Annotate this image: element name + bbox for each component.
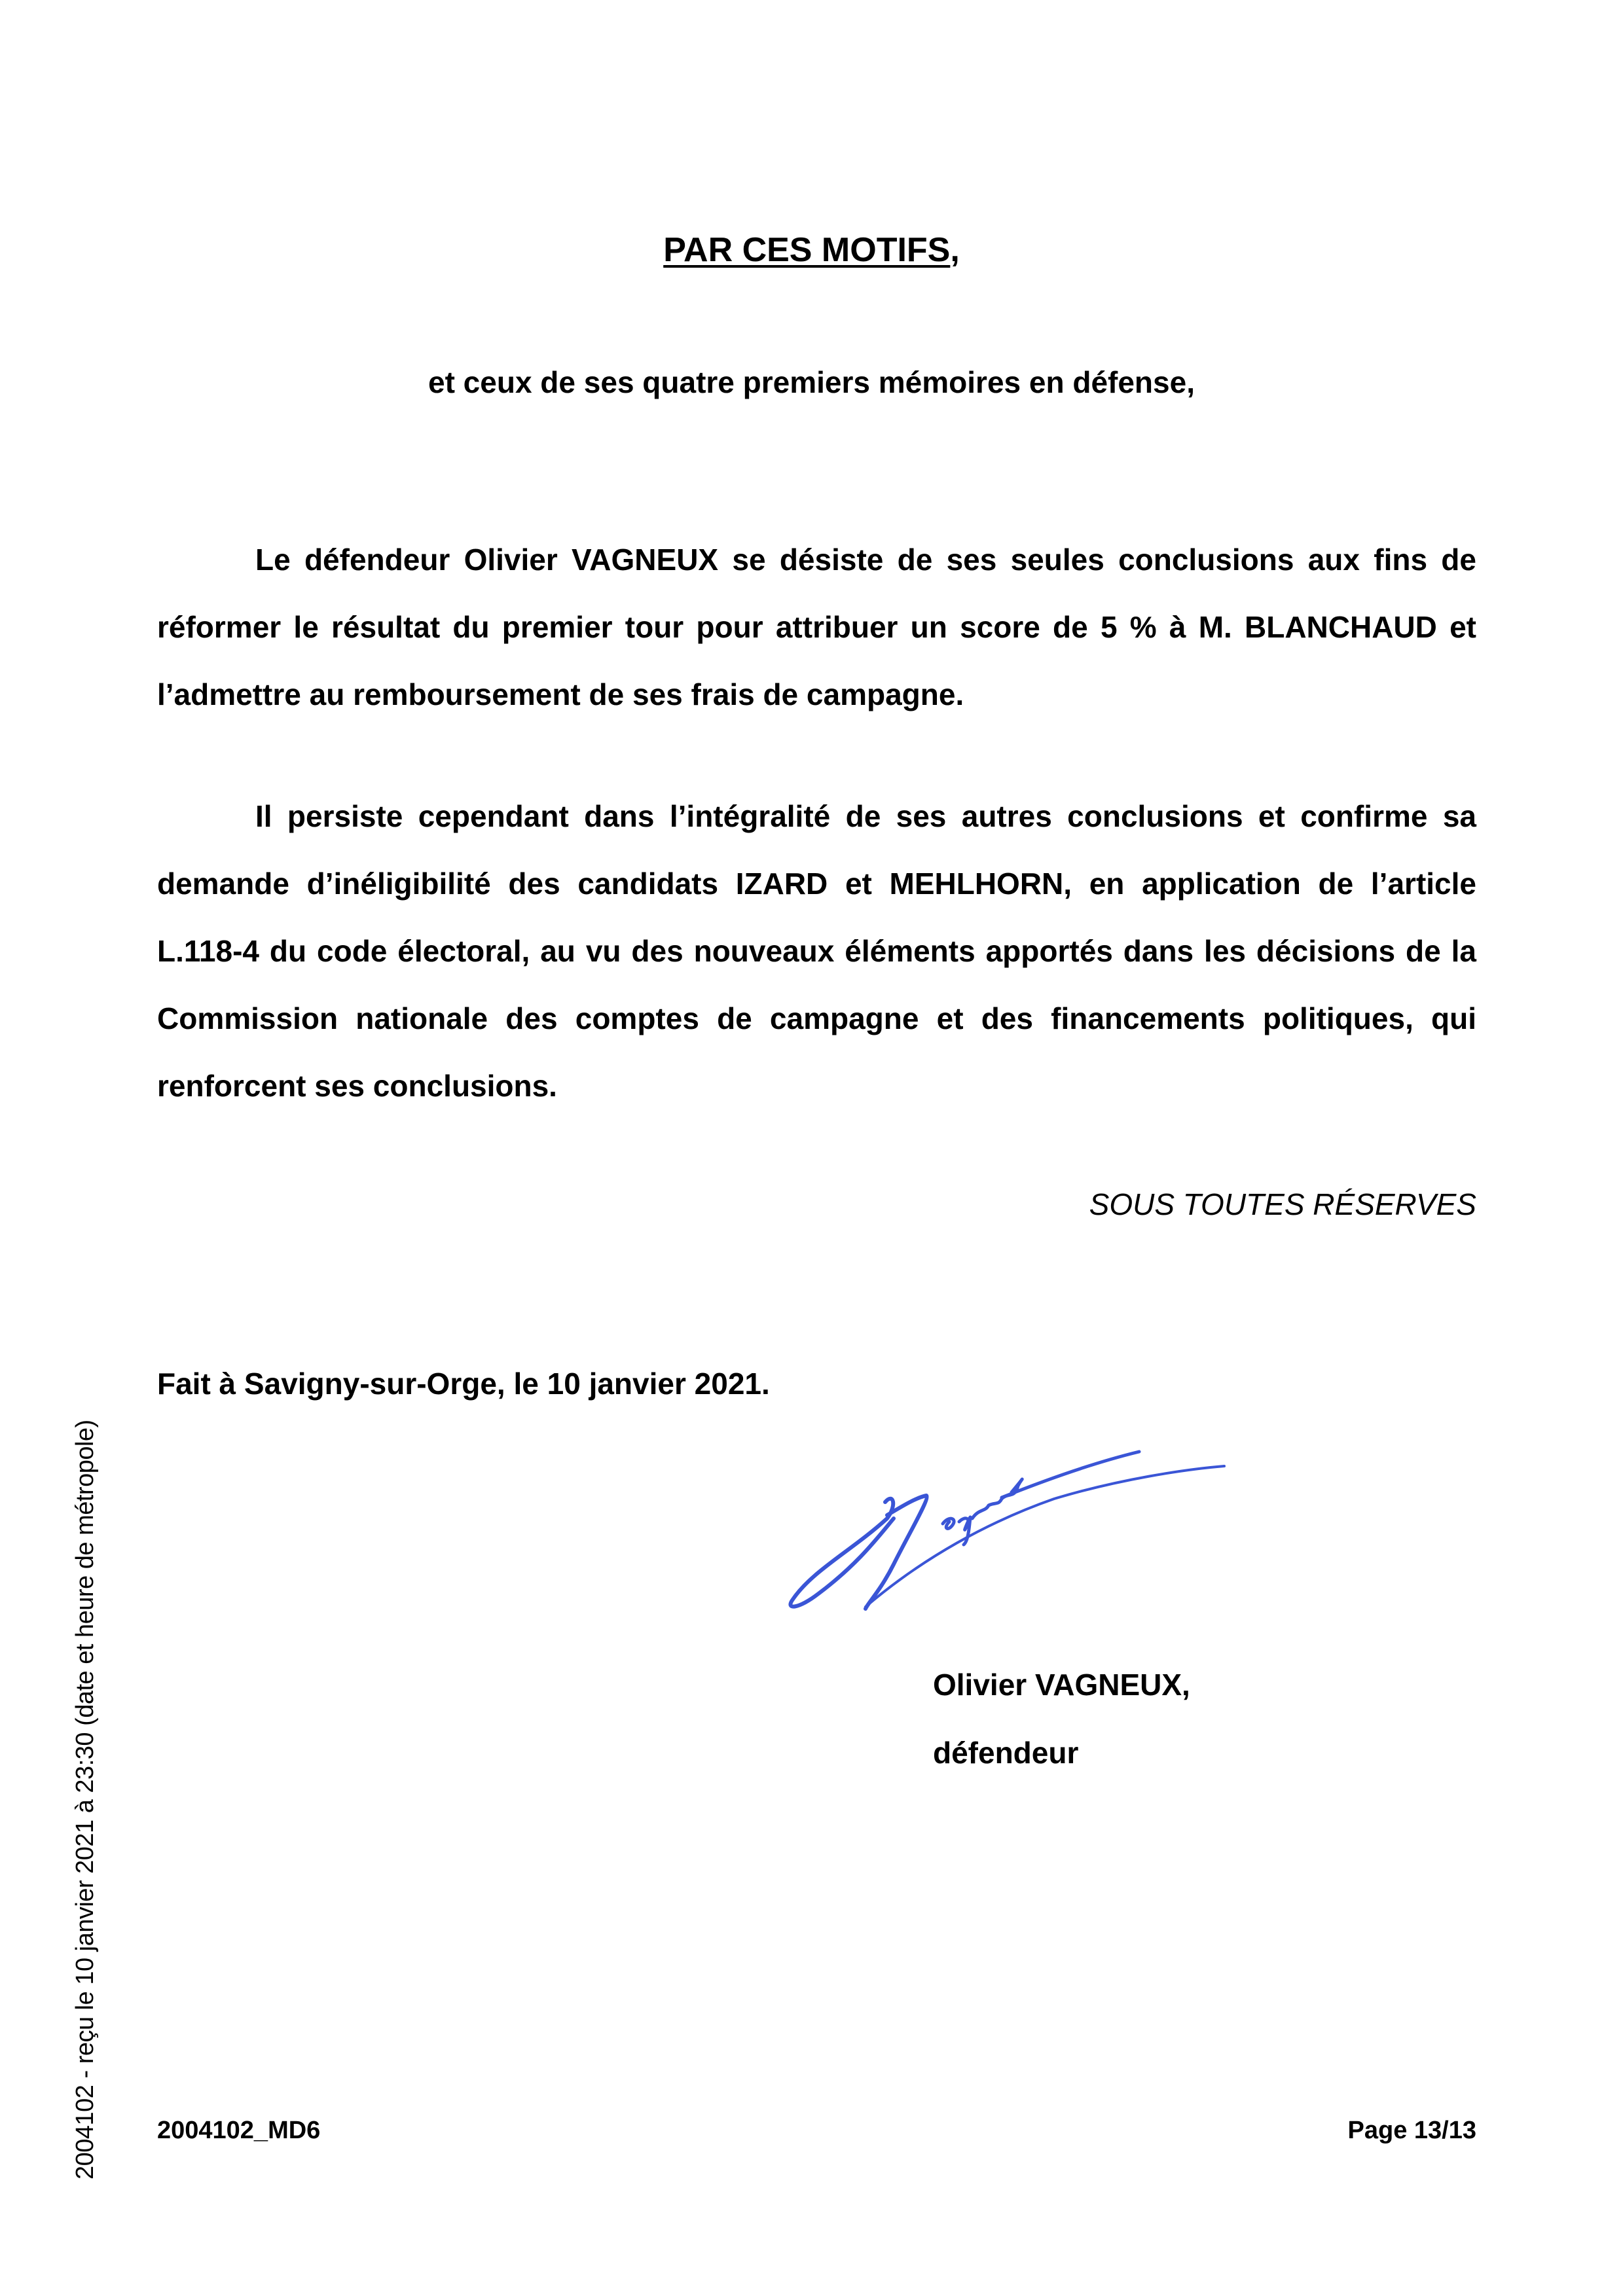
paragraph-persistance: Il persiste cependant dans l’intégralité de ses autres conclusions et confirme sa demande d’inéligibilité des candidats IZARD et MEHLHORN, en application de l’article L.118-4 du code électoral, au vu des nouveaux éléments apportés dans les décisions de la Commission nationale des comptes de campagne et des financements politiques, qui renforcent ses conclusions. xyxy=(157,799,1476,1103)
section-heading xyxy=(0,230,1623,270)
signer-name: Olivier VAGNEUX, xyxy=(933,1668,1190,1702)
signature-stroke-flourish xyxy=(1002,1452,1139,1498)
signature-icon xyxy=(753,1407,1375,1656)
place-and-date: Fait à Savigny-sur-Orge, le 10 janvier 2021. xyxy=(157,1367,770,1401)
signature-stroke-main xyxy=(790,1496,926,1609)
subheading: et ceux de ses quatre premiers mémoires en défense, xyxy=(428,365,1195,399)
signature-stroke-name xyxy=(943,1479,1022,1545)
signature-stroke-cross xyxy=(866,1466,1224,1607)
heading-text: PAR CES MOTIFS xyxy=(663,231,951,269)
page-number: Page 13/13 xyxy=(1347,2117,1476,2144)
heading-comma: , xyxy=(950,231,960,269)
signer-role: défendeur xyxy=(933,1736,1079,1770)
reserves-mention: SOUS TOUTES RÉSERVES xyxy=(1089,1187,1476,1221)
receipt-margin-stamp: 2004102 - reçu le 10 janvier 2021 à 23:30 (date et heure de métropole) xyxy=(71,1420,99,2179)
document-reference: 2004102_MD6 xyxy=(157,2117,321,2144)
paragraph-desistement: Le défendeur Olivier VAGNEUX se désiste de ses seules conclusions aux fins de réformer le résultat du premier tour pour attribuer un score de 5 % à M. BLANCHAUD et l’admettre au remboursement de ses frais de campagne. xyxy=(157,543,1476,711)
signature-strokes xyxy=(790,1452,1224,1609)
